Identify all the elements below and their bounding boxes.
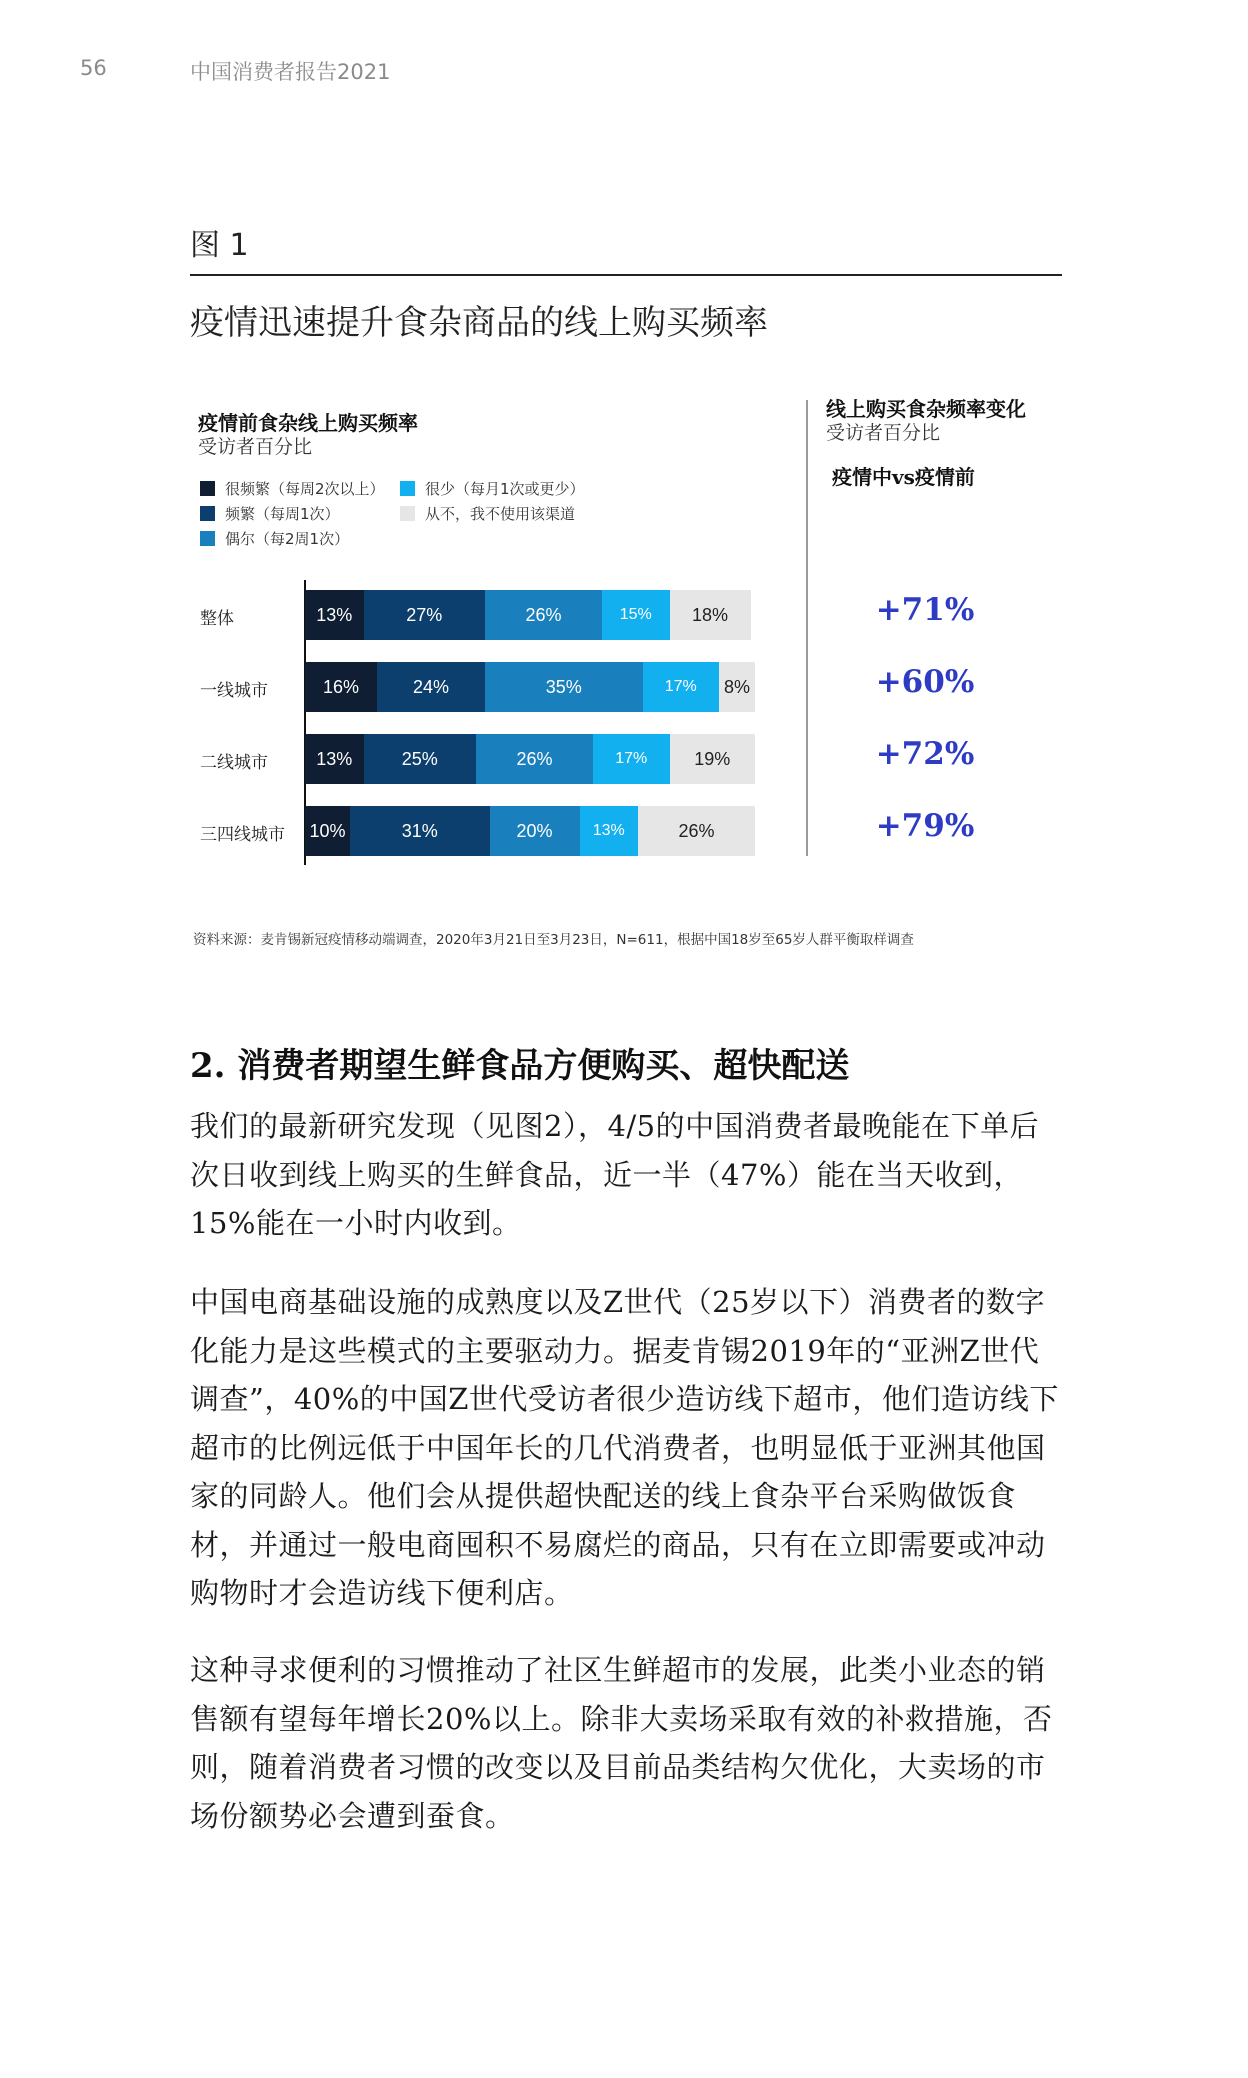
section-heading: 2. 消费者期望生鲜食品方便购买、超快配送 [190,1046,850,1086]
legend-swatch [200,531,215,546]
legend-item [400,478,585,499]
figure-label: 图 1 [190,228,249,263]
source-note: 资料来源：麦肯锡新冠疫情移动端调查，2020年3月21日至3月23日，N=611，根据中国18岁至65岁人群平衡取样调查 [193,932,914,948]
legend-item [400,503,575,524]
change-value: +60% [875,664,975,700]
bar-segment: 13% [580,806,639,856]
running-title: 中国消费者报告2021 [190,60,391,84]
chart-divider [806,400,808,856]
change-value: +71% [875,592,975,628]
bar-segment: 35% [485,662,643,712]
bar-segment: 10% [305,806,350,856]
legend-item [200,528,349,549]
bar-segment: 26% [476,734,593,784]
legend-item [200,478,385,499]
legend-label: 频繁（每周1次） [225,505,340,523]
figure-title: 疫情迅速提升食杂商品的线上购买频率 [190,303,768,343]
bar-segment: 26% [638,806,755,856]
legend-swatch [200,481,215,496]
bar-segment: 26% [485,590,602,640]
bar-segment: 13% [305,734,364,784]
row-label: 二线城市 [200,753,268,773]
figure-rule [190,274,1062,276]
bar-segment: 31% [350,806,490,856]
legend-swatch [400,481,415,496]
change-value: +72% [875,736,975,772]
body-paragraph-2: 中国电商基础设施的成熟度以及Z世代（25岁以下）消费者的数字化能力是这些模式的主要驱动力。据麦肯锡2019年的“亚洲Z世代调查”，40%的中国Z世代受访者很少造访线下超市，他们造访线下超市的比例远低于中国年长的几代消费者，也明显低于亚洲其他国家的同龄人。他们会从提供超快配送的线上食杂平台采购做饭食材，并通过一般电商囤积不易腐烂的商品，只有在立即需要或冲动购物时才会造访线下便利店。 [190,1285,1059,1610]
right-chart-subtitle: 受访者百分比 [826,422,941,444]
change-value: +79% [875,808,975,844]
legend-label: 从不，我不使用该渠道 [425,505,576,523]
stacked-bar [305,734,755,784]
row-label: 整体 [200,609,234,629]
left-chart-subtitle: 受访者百分比 [198,436,313,458]
bar-segment: 13% [305,590,364,640]
legend-label: 偶尔（每2周1次） [225,530,350,548]
row-label: 一线城市 [200,681,268,701]
legend-item [200,503,340,524]
body-paragraph-1: 我们的最新研究发现（见图2），4/5的中国消费者最晚能在下单后次日收到线上购买的生鲜食品，近一半（47%）能在当天收到，15%能在一小时内收到。 [190,1109,1040,1240]
stacked-bar [305,662,755,712]
legend-swatch [200,506,215,521]
legend-label: 很频繁（每周2次以上） [225,480,385,498]
bar-segment: 17% [643,662,720,712]
body-paragraph-3: 这种寻求便利的习惯推动了社区生鲜超市的发展，此类小业态的销售额有望每年增长20%以上。除非大卖场采取有效的补救措施，否则，随着消费者习惯的改变以及目前品类结构欠优化，大卖场的市场份额势必会遭到蚕食。 [190,1653,1053,1833]
bar-segment: 8% [719,662,755,712]
row-label: 三四线城市 [200,825,285,845]
right-chart-title: 线上购买食杂频率变化 [826,397,1026,421]
bar-segment: 20% [490,806,580,856]
stacked-bar [305,806,755,856]
legend-label: 很少（每月1次或更少） [425,480,585,498]
left-chart-title: 疫情前食杂线上购买频率 [198,411,418,435]
bar-segment: 18% [670,590,751,640]
bar-segment: 15% [602,590,670,640]
bar-segment: 16% [305,662,377,712]
stacked-bar [305,590,751,640]
legend-swatch [400,506,415,521]
page-number: 56 [80,56,107,80]
bar-segment: 19% [670,734,756,784]
bar-segment: 27% [364,590,486,640]
bar-segment: 17% [593,734,670,784]
bar-segment: 24% [377,662,485,712]
right-chart-header: 疫情中vs疫情前 [832,465,975,489]
bar-segment: 25% [364,734,477,784]
